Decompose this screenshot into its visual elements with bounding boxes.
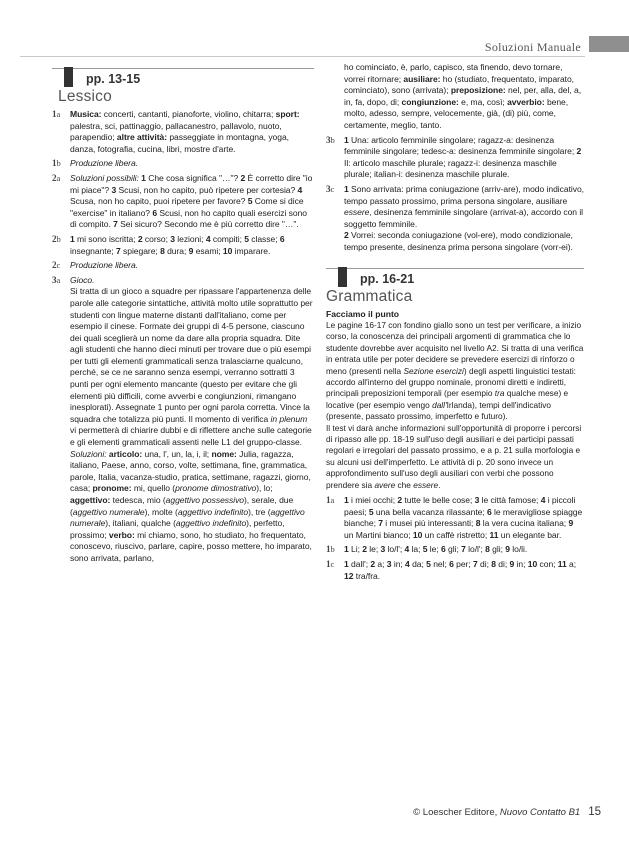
exercise-3a <box>52 275 314 565</box>
exercise-number: 1b <box>52 158 61 169</box>
exercise-text: Musica: concerti, cantanti, pianoforte, violino, chitarra; sport: palestra, sci, pattinaggio, pallacanestro, pallavolo, nuoto, parapendio; altre attività: passeggiate in montagna, yoga, danza, fotografia, cucina, libri, mostre d'arte. <box>70 109 300 154</box>
exercise-text: Soluzioni possibili: 1 Che cosa significa "…"? 2 È corretto dire "io mi piace"? 3 Scusi, non ho capito, può ripetere per cortesia? 4 Scusa, non ho capito, puoi ripetere per favore? 5 Come si dice "exercise" in italiano? 6 Scusi, non ho capito quali esercizi sono di compito. 7 Sei sicuro? Secondo me è più corretto dire "…". <box>70 172 313 230</box>
exercise-number: 1b <box>326 544 335 555</box>
exercise-1a <box>52 109 314 155</box>
intro-paragraph: Le pagine 16-17 con fondino giallo sono un test per verificare, a inizio corso, la conoscenza dei principali argomenti di grammatica che lo studente dovrebbe aver acquisito nel livello A2. Si tratta di una verifica in entrata utile per poter decidere se prevedere esercizi di rinforzo o meno (presenti nella Sezione esercizi) degli aspetti linguistici testati: accordo all'interno del gruppo nominale, pronomi diretti e indiretti, principali preposizioni temporali (per esempio tra qualche mese) e locative (per esempio vengo dall'Irlanda), tempi dell'indicativo (presente, passato prossimo, imperfetto e futuro). <box>326 319 584 422</box>
left-column <box>52 62 314 568</box>
section-rule <box>326 268 584 269</box>
exercise-number: 3a <box>52 274 61 285</box>
exercise-2a <box>52 173 314 231</box>
publisher: © Loescher Editore, <box>413 807 500 818</box>
header-tab-bar <box>589 36 629 52</box>
exercise-number: 1a <box>52 109 61 119</box>
exercise-3a-continued <box>326 62 584 132</box>
grammar-exercise-1c <box>326 559 584 582</box>
exercise-2c <box>52 260 314 272</box>
exercise-text: 1 dall'; 2 a; 3 in; 4 da; 5 nel; 6 per; 7 di; 8 di; 9 in; 10 con; 11 a; 12 tra/fra. <box>344 558 577 581</box>
exercise-text: Produzione libera. <box>70 158 138 169</box>
exercise-text: 1 Sono arrivata: prima coniugazione (arriv-are), modo indicativo, tempo passato prossimo, prima persona singolare, ausiliare essere, desinenza femminile singolare (arrivat-a), accordo con il soggetto femminile. 2 Vorrei: seconda coniugazione (vol-ere), modo condizionale, tempo presente, desinenza prima persona singolare (vorr-ei). <box>344 183 584 252</box>
exercise-number: 2b <box>52 233 61 244</box>
exercise-2b <box>52 234 314 257</box>
header-rule <box>20 56 585 57</box>
section-title: Lessico <box>58 88 112 105</box>
exercise-text: Gioco. Si tratta di un gioco a squadre per ripassare l'appartenenza delle parole alle categorie sintattiche, attività molto utile soprattutto per studenti con lingue materne distanti dall'italiano, come per esempio il cinese. Formate dei gruppi di 4-5 persone, ciascuno dei quali sceglierà un nome da dare alla propria squadra. Dite agli studenti che hanno dieci minuti per trovare due o più esempi per tutti gli elementi grammaticali senza tralasciarne qualcuno, perché, se ce ne saranno senza esempi, verranno sottratti 3 punti per ogni elemento mancante (questo per evitare che gli elementi più difficili, come avverbi e congiunzioni, rimangano inesplorati). Assegnate 1 punto per ogni parola corretta. Vince la squadra che totalizza più punti. Il momento di verifica in plenum vi permetterà di chiarire dubbi e di riflettere anche sulle categorie e gli elementi grammaticali assenti nelle L1 del gruppo-classe. Soluzioni: articolo: una, l', un, la, i, il; nome: Julia, ragazza, italiano, Paese, anno, corso, volte, settimana, fine, grammatica, parole, Italia, vacanza-studio, pratica, settimane, ragazzi, giorno, casa; pronome: mi, quello (pronome dimostrativo), lo; aggettivo: tedesca, mio (aggettivo possessivo), serale, due (aggettivo numerale), molte (aggettivo indefinito), tre (aggettivo numerale), italiani, qualche (aggettivo indefinito), perfetto, prossimo; verbo: mi chiamo, sono, ho studiato, ho frequentato, conoscevo, riuscivo, parlare, capire, posso mettere, ho imparato, sono arrivata, parlano, <box>70 274 313 563</box>
exercise-text: 1 Una: articolo femminile singolare; ragazz-a: desinenza femminile singolare; tedesc-a: desinenza femminile singolare; 2 Il: articolo maschile plurale; ragazz-i: desinenza maschile plurale; italian-i: desinenza maschile plurale. <box>344 134 582 180</box>
book-title: Nuovo Contatto B1 <box>499 807 581 818</box>
exercise-text: 1 Li; 2 le; 3 lo/l'; 4 la; 5 le; 6 gli; 7 lo/l'; 8 gli; 9 lo/li. <box>344 544 528 555</box>
right-column <box>326 62 584 585</box>
exercise-number: 1c <box>326 558 335 569</box>
section-marker <box>338 267 347 287</box>
exercise-text: 1 mi sono iscritta; 2 corso; 3 lezioni; 4 compiti; 5 classe; 6 insegnante; 7 spiegare; 8 dura; 9 esami; 10 imparare. <box>70 233 285 256</box>
section-rule <box>52 68 314 69</box>
exercise-3c <box>326 184 584 254</box>
exercise-text: ho cominciato, è, parlo, capisco, sta finendo, devo tornare, vorrei ritornare; ausiliare: ho (studiato, frequentato, imparato, cominciato), sono (arrivata); preposizione: nel, per, alla, del, a, in, fa, dopo, di; congiunzione: e, ma, così; avverbio: bene, molto, adesso, sempre, velocemente, già, (di) più, come, certamente, meglio, tanto. <box>344 62 582 130</box>
grammar-exercise-1a <box>326 495 584 541</box>
section-pages: pp. 16-21 <box>360 271 415 286</box>
exercise-1b <box>52 158 314 170</box>
page-number: 15 <box>588 806 601 818</box>
exercise-number: 3c <box>326 183 335 194</box>
intro-heading: Facciamo il punto <box>326 308 400 319</box>
section-pages: pp. 13-15 <box>86 72 141 86</box>
intro-paragraph: Il test vi darà anche informazioni sull'opportunità di proporre i percorsi di ripasso alle pp. 18-19 sull'uso degli ausiliari e dei participi passati regolari e irregolari del passato prossimo, e a p. 21 sulla morfologia e su alcuni usi dell'imperfetto. Le attività di p. 20 sono invece un approfondimento sull'uso degli ausiliari con verbi che possono prendere sia avere che essere. <box>326 422 582 490</box>
running-title: Soluzioni Manuale <box>484 40 581 54</box>
grammar-exercise-1b <box>326 544 584 556</box>
section-header-grammatica <box>326 264 584 288</box>
exercise-number: 2a <box>52 172 61 183</box>
page-footer <box>413 806 601 818</box>
exercise-3b <box>326 135 584 181</box>
section-marker <box>64 67 73 87</box>
exercise-text: 1 i miei occhi; 2 tutte le belle cose; 3 le città famose; 4 i piccoli paesi; 5 una bella vacanza rilassante; 6 le meravigliose spiagge bianche; 7 i musei più interessanti; 8 la vera cucina italiana; 9 un Martini bianco; 10 un caffè ristretto; 11 un elegante bar. <box>344 495 583 540</box>
exercise-number: 3b <box>326 134 335 145</box>
section-header-lessico <box>52 64 314 88</box>
intro-block <box>326 309 584 492</box>
exercise-number: 2c <box>52 260 61 271</box>
section-title: Grammatica <box>326 287 413 305</box>
exercise-number: 1a <box>326 495 335 505</box>
exercise-text: Produzione libera. <box>70 260 138 271</box>
